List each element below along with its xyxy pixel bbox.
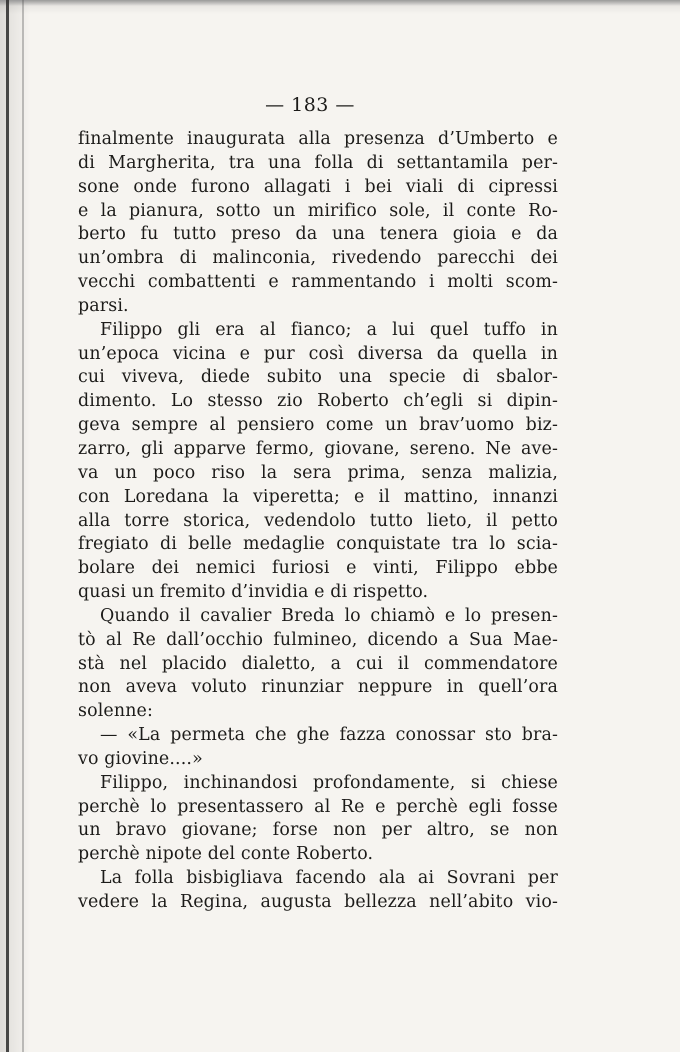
text-line: perchè nipote del conte Roberto.: [78, 844, 374, 865]
text-line: con Loredana la viperetta; e il mattino, innanzi: [78, 486, 558, 507]
text-line: La folla bisbigliava facendo ala ai Sovrani per: [100, 868, 558, 889]
text-line: Filippo gli era al fianco; a lui quel tuffo in: [100, 319, 558, 340]
text-line: un’epoca vicina e pur così diversa da quella in: [78, 343, 558, 364]
page-top-edge: [0, 0, 680, 6]
text-line: perchè lo presentassero al Re e perchè egli fosse: [78, 796, 558, 817]
binding-shadow: [22, 0, 24, 1052]
text-line: di Margherita, tra una folla di settantamila per-: [78, 152, 558, 173]
text-line: un’ombra di malinconia, rivedendo parecchi dei: [78, 248, 558, 269]
text-line: bolare dei nemici furiosi e vinti, Filippo ebbe: [78, 558, 558, 579]
text-line: geva sempre al pensiero come un brav’uomo biz-: [78, 415, 558, 436]
text-line: finalmente inaugurata alla presenza d’Umberto e: [78, 129, 558, 149]
body-text: [78, 128, 558, 915]
binding-edge: [6, 0, 9, 1052]
text-line: vo giovine....»: [78, 748, 203, 769]
text-line: tò al Re dall’occhio fulmineo, dicendo a Sua Mae-: [78, 629, 558, 650]
text-line: vecchi combattenti e rammentando i molti scom-: [78, 272, 558, 293]
text-line: cui viveva, diede subito una specie di sbalor-: [78, 367, 558, 388]
text-line: un bravo giovane; forse non per altro, se non: [78, 820, 558, 841]
text-line: Filippo, inchinandosi profondamente, si chiese: [100, 772, 558, 793]
page-number: — 183 —: [265, 94, 355, 116]
text-line: — «La permeta che ghe fazza conossar sto bra-: [100, 725, 558, 746]
text-line: e la pianura, sotto un mirifico sole, il conte Ro-: [78, 200, 558, 221]
text-line: quasi un fremito d’invidia e di rispetto.: [78, 582, 429, 603]
text-line: sone onde furono allagati i bei viali di cipressi: [78, 176, 558, 197]
text-line: stà nel placido dialetto, a cui il commendatore: [78, 653, 558, 674]
text-line: vedere la Regina, augusta bellezza nell’abito vio-: [78, 892, 558, 912]
text-line: parsi.: [78, 295, 129, 316]
text-line: Quando il cavalier Breda lo chiamò e lo presen-: [100, 605, 558, 626]
text-line: solenne:: [78, 701, 153, 722]
text-line: non aveva voluto rinunziar neppure in quell’ora: [78, 677, 558, 698]
text-line: alla torre storica, vedendolo tutto lieto, il petto: [78, 510, 558, 531]
text-line: berto fu tutto preso da una tenera gioia e da: [78, 224, 558, 245]
text-line: fregiato di belle medaglie conquistate tra lo scia-: [78, 534, 558, 555]
text-line: va un poco riso la sera prima, senza malizia,: [78, 462, 558, 483]
text-line: zarro, gli apparve fermo, giovane, sereno. Ne ave-: [78, 438, 558, 459]
text-line: dimento. Lo stesso zio Roberto ch’egli si dipin-: [78, 391, 558, 412]
